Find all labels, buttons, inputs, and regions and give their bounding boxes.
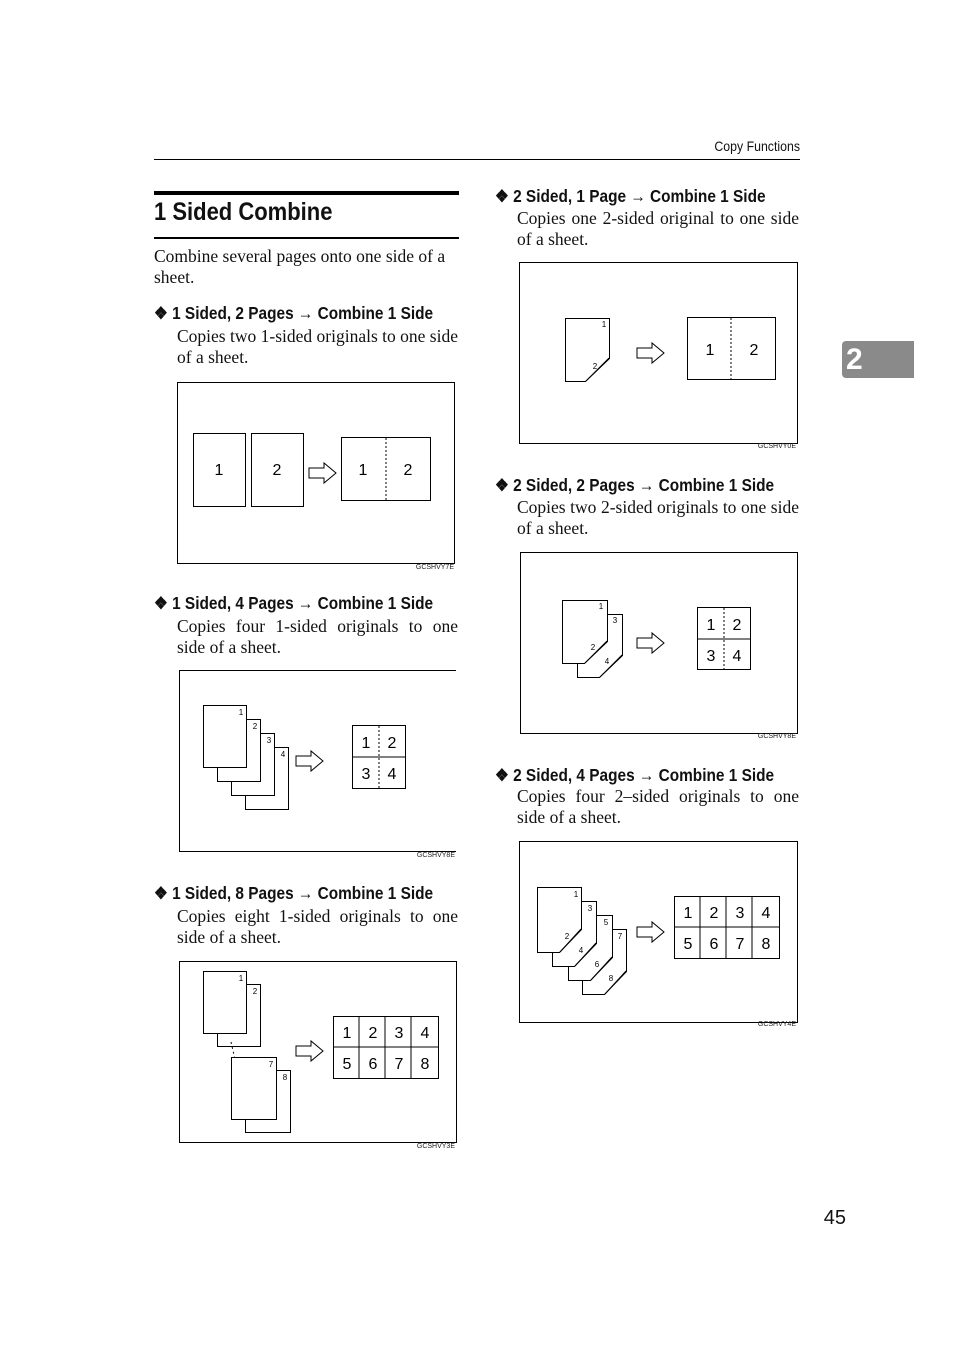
svg-text:3: 3 xyxy=(266,736,272,745)
title-top-rule xyxy=(154,191,459,195)
svg-text:2: 2 xyxy=(592,362,598,371)
section-body-2s-4p: Copies four 2–sided originals to one side of a sheet. xyxy=(517,786,799,827)
running-header: Copy Functions xyxy=(714,138,800,154)
svg-text:1: 1 xyxy=(683,905,693,922)
svg-text:1: 1 xyxy=(238,708,244,717)
section-body-1s-8p: Copies eight 1-sided originals to one side of a sheet. xyxy=(177,906,458,947)
section-heading-2s-1p: ❖ 2 Sided, 1 Page → Combine 1 Side xyxy=(495,186,766,206)
svg-text:2: 2 xyxy=(368,1025,378,1042)
svg-text:2: 2 xyxy=(732,617,742,634)
figure-2s-1p xyxy=(519,262,798,444)
figure-code-2s-2p: GCSHVY8E xyxy=(757,733,796,740)
svg-text:3: 3 xyxy=(706,648,716,665)
svg-text:3: 3 xyxy=(612,616,618,625)
arrow-right-icon xyxy=(637,922,664,942)
svg-text:8: 8 xyxy=(282,1073,288,1082)
svg-text:2: 2 xyxy=(564,932,570,941)
section-heading-1s-2p: ❖ 1 Sided, 2 Pages → Combine 1 Side xyxy=(154,303,434,323)
svg-text:8: 8 xyxy=(761,936,771,953)
svg-text:5: 5 xyxy=(683,936,693,953)
svg-text:3: 3 xyxy=(587,904,593,913)
svg-text:2: 2 xyxy=(387,735,397,752)
figure-code-2s-1p: GCSHVY0E xyxy=(757,443,796,450)
svg-text:1: 1 xyxy=(214,462,224,479)
svg-text:2: 2 xyxy=(590,643,596,652)
chapter-tab: 2 xyxy=(842,341,914,378)
svg-text:1: 1 xyxy=(705,342,715,359)
svg-text:1: 1 xyxy=(706,617,716,634)
section-heading-1s-8p: ❖ 1 Sided, 8 Pages → Combine 1 Side xyxy=(154,883,434,903)
svg-text:1: 1 xyxy=(238,974,244,983)
svg-text:4: 4 xyxy=(420,1025,430,1042)
svg-text:2: 2 xyxy=(252,722,258,731)
section-body-2s-1p: Copies one 2-sided original to one side of a sheet. xyxy=(517,208,799,249)
title-bottom-rule xyxy=(154,237,459,239)
svg-text:2: 2 xyxy=(252,987,258,996)
svg-text:4: 4 xyxy=(761,905,771,922)
svg-text:7: 7 xyxy=(735,936,745,953)
svg-text:1: 1 xyxy=(358,462,368,479)
svg-text:4: 4 xyxy=(732,648,742,665)
figure-1s-4p xyxy=(179,670,456,852)
svg-text:2: 2 xyxy=(272,462,282,479)
svg-text:3: 3 xyxy=(394,1025,404,1042)
arrow-right-icon xyxy=(309,463,336,483)
svg-text:1: 1 xyxy=(361,735,371,752)
section-body-1s-2p: Copies two 1-sided originals to one side of a sheet. xyxy=(177,326,458,367)
figure-1s-8p xyxy=(179,961,457,1143)
svg-text:3: 3 xyxy=(361,766,371,783)
svg-text:4: 4 xyxy=(387,766,397,783)
section-body-1s-4p: Copies four 1-sided originals to one side of a sheet. xyxy=(177,616,458,657)
svg-text:7: 7 xyxy=(394,1056,404,1073)
arrow-right-icon xyxy=(637,343,664,363)
svg-text:8: 8 xyxy=(608,974,614,983)
svg-text:4: 4 xyxy=(578,946,584,955)
section-heading-2s-2p: ❖ 2 Sided, 2 Pages → Combine 1 Side xyxy=(495,475,775,495)
svg-text:6: 6 xyxy=(709,936,719,953)
page-number: 45 xyxy=(823,1207,846,1229)
svg-text:1: 1 xyxy=(598,602,604,611)
figure-2s-4p xyxy=(519,841,798,1023)
svg-text:8: 8 xyxy=(420,1056,430,1073)
arrow-right-icon xyxy=(296,751,323,771)
svg-text:2: 2 xyxy=(749,342,759,359)
svg-text:4: 4 xyxy=(604,657,610,666)
intro-text: Combine several pages onto one side of a sheet. xyxy=(154,246,446,287)
svg-text:3: 3 xyxy=(735,905,745,922)
svg-text:4: 4 xyxy=(280,750,286,759)
svg-text:5: 5 xyxy=(603,918,609,927)
arrow-right-icon xyxy=(296,1041,323,1061)
svg-text:1: 1 xyxy=(601,320,607,329)
svg-text:6: 6 xyxy=(368,1056,378,1073)
header-rule xyxy=(154,159,800,160)
page-title: 1 Sided Combine xyxy=(154,198,333,226)
svg-text:5: 5 xyxy=(342,1056,352,1073)
svg-text:2: 2 xyxy=(709,905,719,922)
figure-1s-2p xyxy=(177,382,455,564)
svg-text:1: 1 xyxy=(573,890,579,899)
figure-code-1s-8p: GCSHVY3E xyxy=(416,1143,455,1150)
svg-text:6: 6 xyxy=(594,960,600,969)
figure-code-1s-4p: GCSHVY8E xyxy=(416,852,455,859)
figure-code-2s-4p: GCSHVY4E xyxy=(757,1021,796,1028)
figure-2s-2p xyxy=(520,552,798,734)
arrow-right-icon xyxy=(637,633,664,653)
svg-text:2: 2 xyxy=(403,462,413,479)
svg-text:1: 1 xyxy=(342,1025,352,1042)
svg-text:7: 7 xyxy=(268,1060,274,1069)
section-heading-1s-4p: ❖ 1 Sided, 4 Pages → Combine 1 Side xyxy=(154,593,434,613)
figure-code-1s-2p: GCSHVY7E xyxy=(415,564,454,571)
section-body-2s-2p: Copies two 2-sided originals to one side of a sheet. xyxy=(517,497,799,538)
svg-text:7: 7 xyxy=(617,932,623,941)
section-heading-2s-4p: ❖ 2 Sided, 4 Pages → Combine 1 Side xyxy=(495,765,775,785)
